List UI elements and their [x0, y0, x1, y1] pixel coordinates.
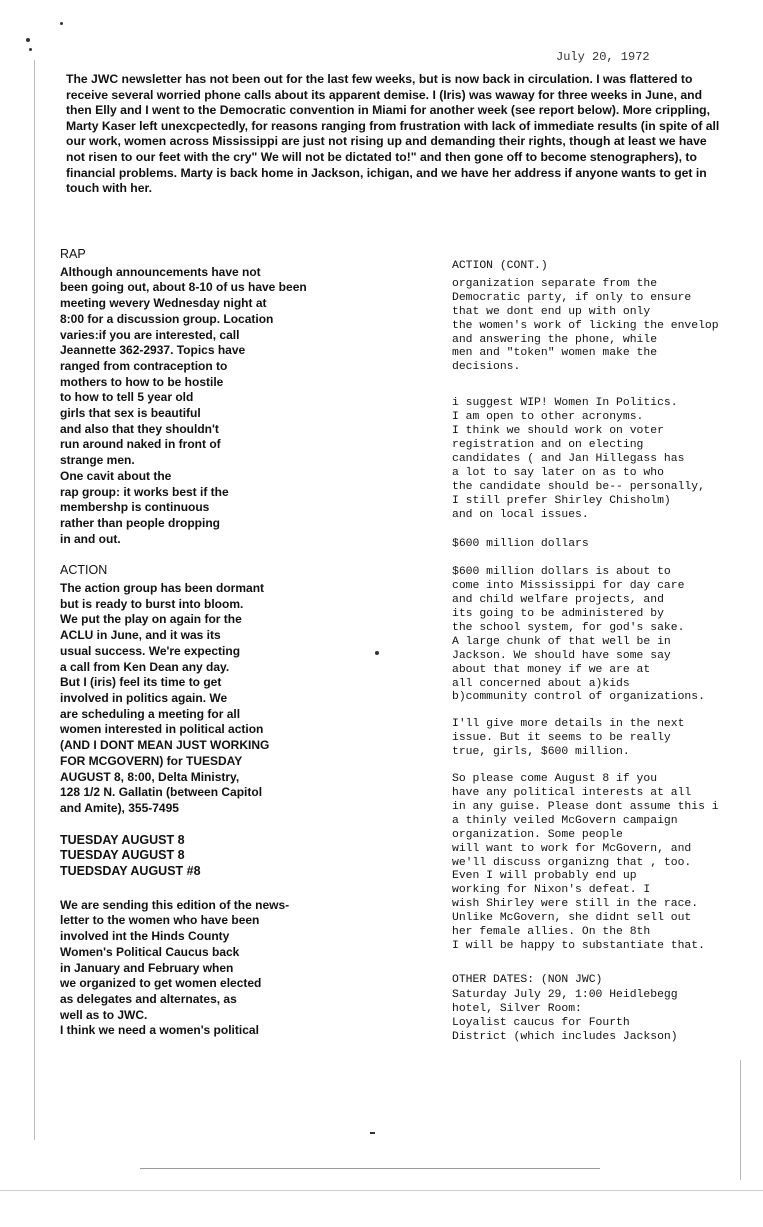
- action-cont-paragraph: organization separate from the Democratic party, if only to ensure that we dont end up with only the women's work of licking the envelop and answering the phone, while men and "token" women make the decisions.: [452, 277, 719, 374]
- other-dates-heading: OTHER DATES: (NON JWC): [452, 973, 603, 986]
- punch-mark: [60, 22, 63, 25]
- punch-mark: [26, 38, 30, 42]
- rap-heading: RAP: [60, 247, 86, 261]
- right-column: [452, 260, 757, 1057]
- rap-paragraph-2: One cavit about the rap group: it works best if the membershp is continuous rather than people dropping in and out.: [60, 468, 229, 546]
- rap-paragraph: Although announcements have not been going out, about 8-10 of us have been meeting wevery Wednesday night at 8:00 for a discussion group. Location varies:if you are interested, call Jeannette 362-2937. Topics have ranged from contraception to mothers to how to be hostile to how to tell 5 year old girls that sex is beautiful and also that they shouldn't run around naked in front of strange men.: [60, 264, 307, 468]
- august-paragraph: So please come August 8 if you have any political interests at all in any guise. Please dont assume this i a thinly veiled McGovern campaign organization. Some people will want to work for McGovern, and we'll discuss organizng that , too. Even I will probably end up working for Nixon's defeat. I wish Shirley were still in the race. Unlike McGovern, she didnt sell out her female allies. On the 8th I will be happy to substantiate that.: [452, 773, 719, 952]
- details-paragraph: I'll give more details in the next issue. But it seems to be really true, girls, $600 million.: [452, 718, 685, 759]
- money-paragraph: $600 million dollars is about to come into Mississippi for day care and child welfare projects, and its going to be administered by the school system, for god's sake. A large chunk of that well be in Jackson. We should have some say about that money if we are at all concerned about a)kids b)community control of organizations.: [452, 566, 705, 704]
- margin-line: [740, 1060, 741, 1180]
- wip-paragraph: i suggest WIP! Women In Politics. I am open to other acronyms. I think we should work on voter registration and on electing candidates ( and Jan Hillegass has a lot to say later on as to who the candidate should be-- personally, I still prefer Shirley Chisholm) and on local issues.: [452, 397, 705, 521]
- punch-mark: [29, 48, 32, 51]
- tuesday-reminder: TUESDAY AUGUST 8 TUESDAY AUGUST 8 TUEDSDAY AUGUST #8: [60, 832, 201, 879]
- money-heading: $600 million dollars: [452, 538, 589, 551]
- action-heading: ACTION: [60, 563, 108, 578]
- document-date: July 20, 1972: [556, 50, 650, 64]
- action-cont-heading: ACTION (CONT.): [452, 260, 548, 272]
- speck: [370, 1132, 375, 1134]
- bottom-rule: [140, 1168, 600, 1169]
- bottom-rule: [0, 1190, 763, 1191]
- action-paragraph: The action group has been dormant but is ready to burst into bloom. We put the play on again for the ACLU in June, and it was its usual success. We're expecting a call from Ken Dean any day. But I (iris) feel its time to get involved in politics again. We are scheduling a meeting for all women interested in political action (AND I DONT MEAN JUST WORKING FOR MCGOVERN) for TUESDAY AUGUST 8, 8:00, Delta Ministry, 128 1/2 N. Gallatin (between Capitol and Amite), 355-7495: [60, 581, 270, 815]
- intro-paragraph: The JWC newsletter has not been out for the last few weeks, but is now back in circulation. I was flattered to receive several worried phone calls about its apparent demise. I (Iris) was waway for three weeks in June, and then Elly and I went to the Democratic convention in Miami for another week (see report below). More crippling, Marty Kaser left unexcpectedly, for reasons ranging from frustration with lack of immediate results (in spite of all our work, women across Mississippi are just not rising up and demanding their rights, though at least we have not risen to our feet with the cry" We will not be dictated to!" and then gone off to become stenographers), to financial problems. Marty is back home in Jackson, ichigan, and we have her address if anyone wants to get in touch with her.: [66, 72, 720, 196]
- margin-line: [34, 60, 35, 1140]
- closing-paragraph: We are sending this edition of the news- letter to the women who have been involved int the Hinds County Women's Political Caucus back in January and February when we organized to get women elected as delegates and alternates, as well as to JWC. I think we need a women's political: [60, 897, 290, 1038]
- other-dates-list: Saturday July 29, 1:00 Heidlebegg hotel, Silver Room: Loyalist caucus for Fourth District (which includes Jackson): [452, 988, 678, 1043]
- left-column: [60, 247, 390, 1055]
